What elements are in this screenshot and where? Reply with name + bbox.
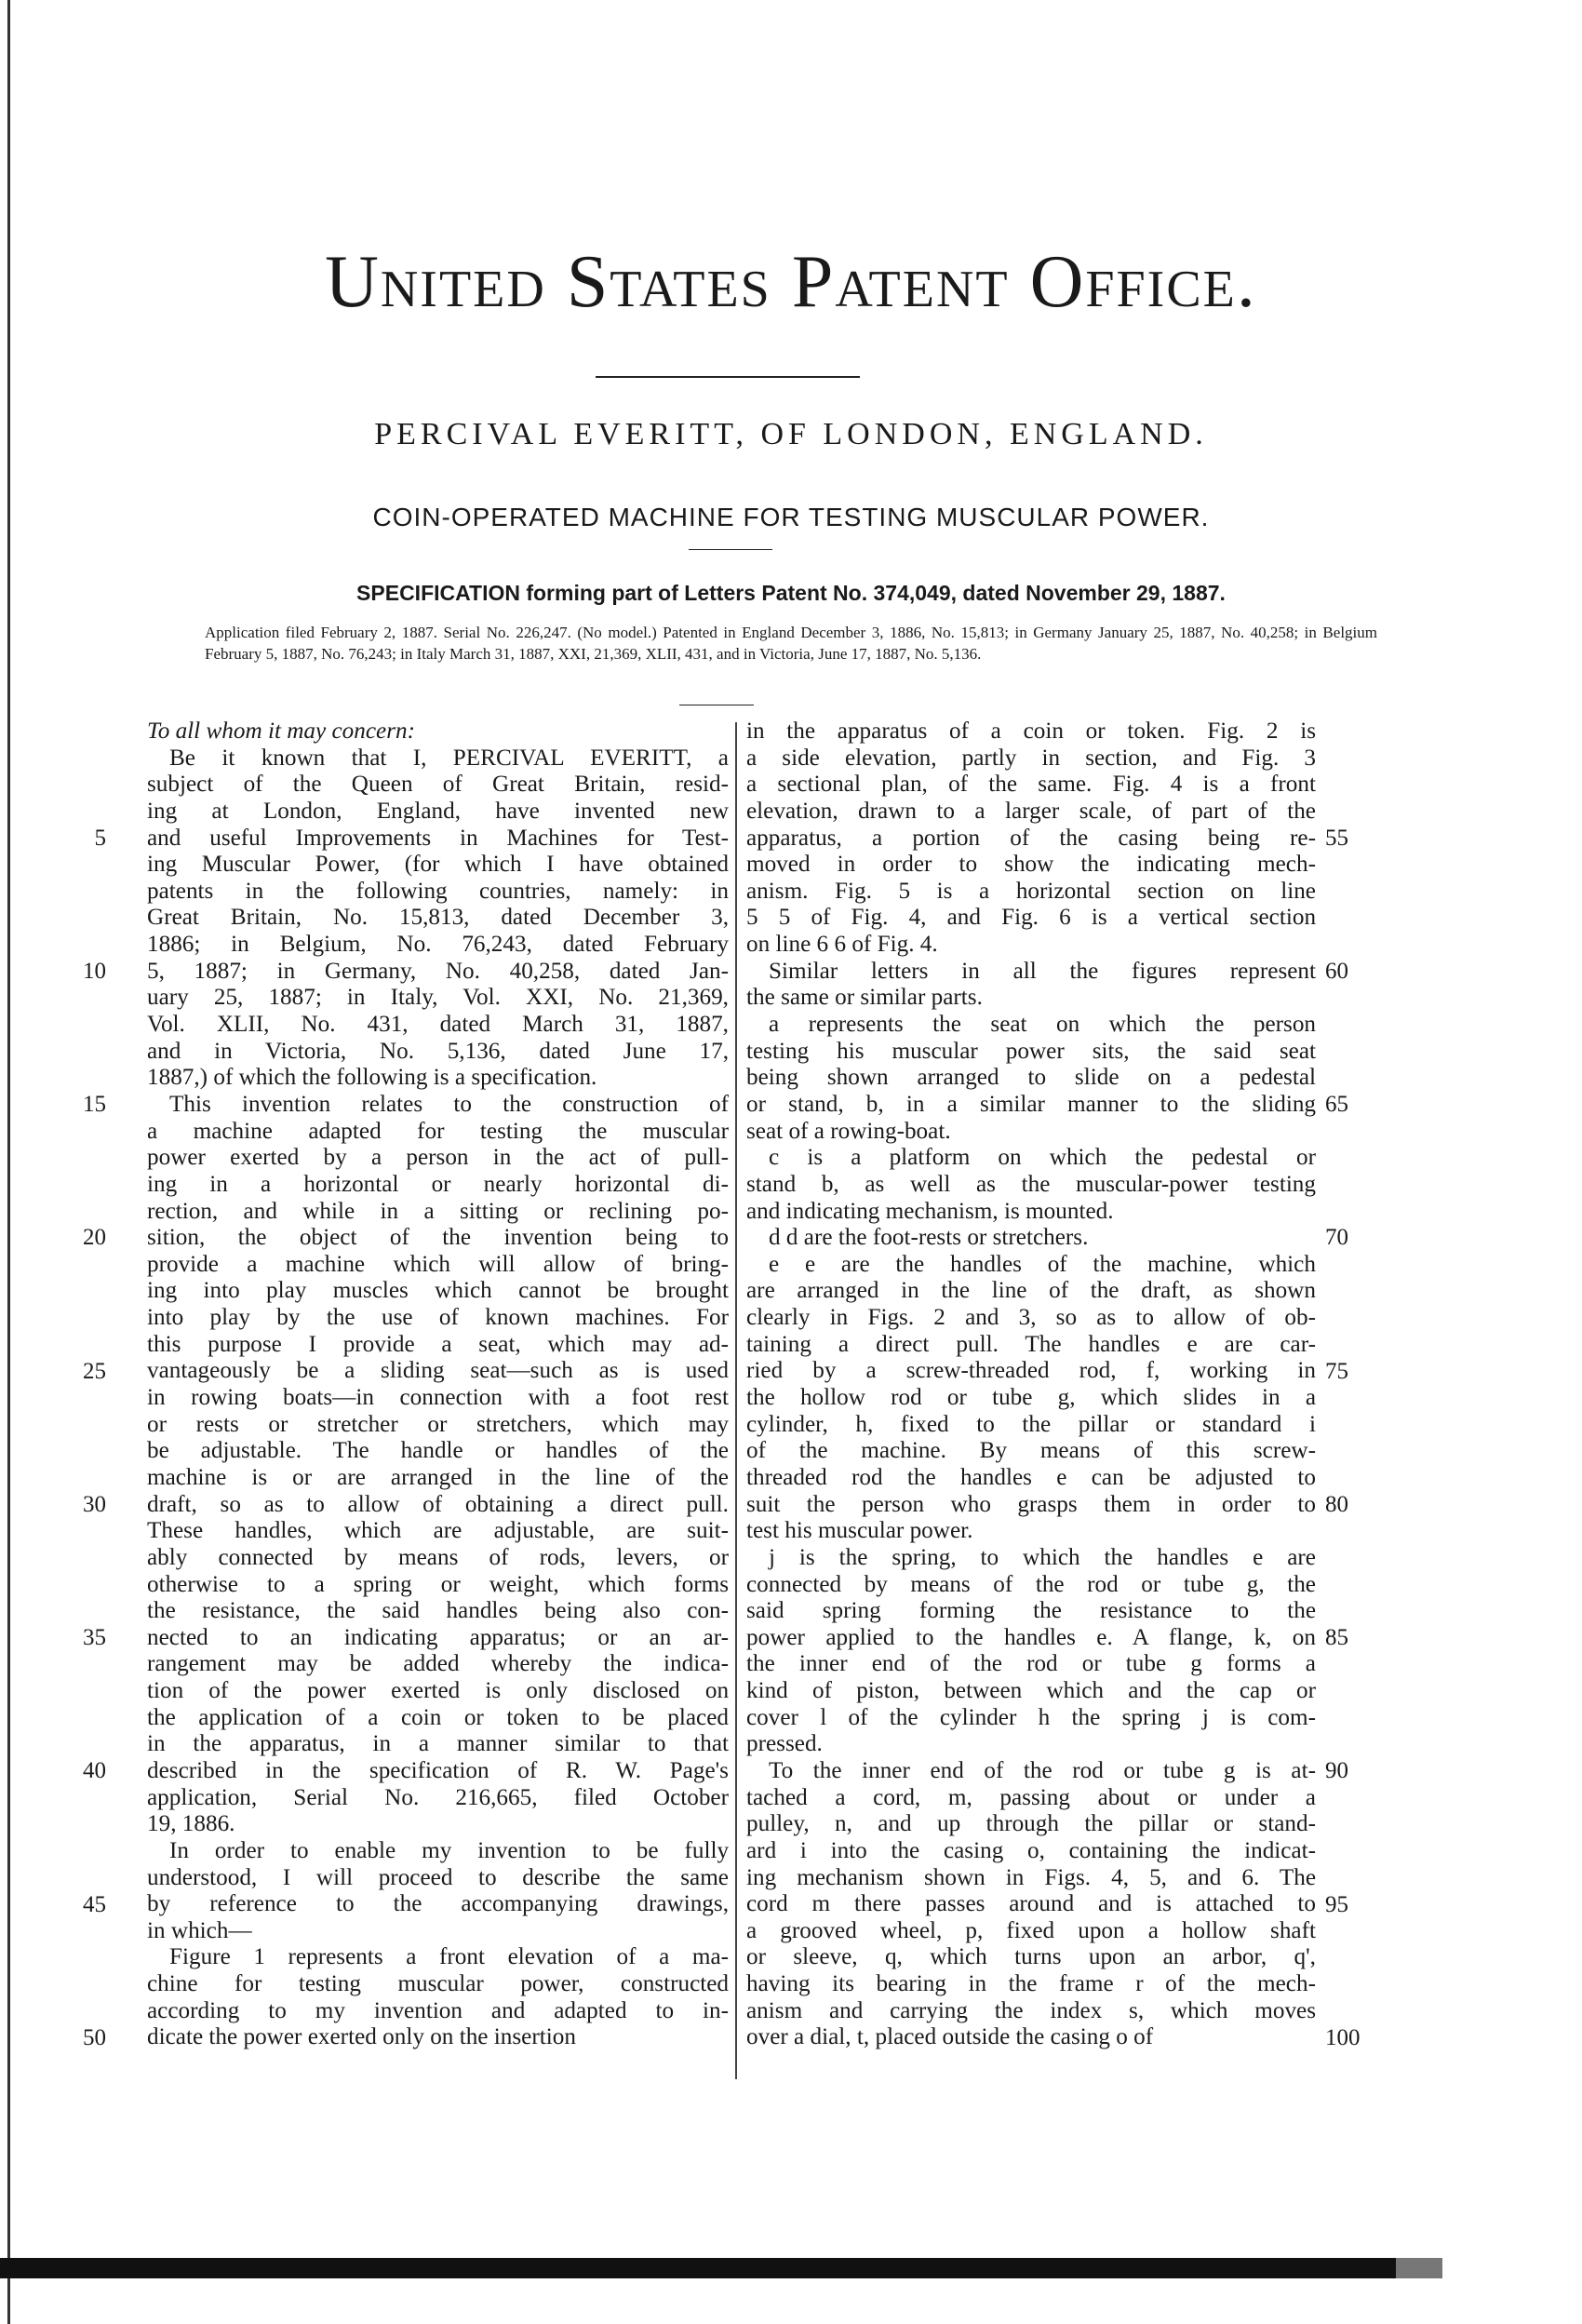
text-line: anism and carrying the index s, which moves: [746, 1997, 1317, 2023]
line-number: 75: [1325, 1358, 1348, 1384]
line-number: 15: [83, 1092, 106, 1118]
text-line: described in the specification of R. W. Page's: [147, 1757, 729, 1783]
text-line: or stand, b, in a similar manner to the sliding: [746, 1091, 1317, 1117]
text-line: in rowing boats—in connection with a foot rest: [147, 1385, 729, 1411]
text-line: moved in order to show the indicating mech-: [746, 852, 1316, 878]
line-number: 95: [1325, 1891, 1348, 1917]
text-line: cover l of the cylinder h the spring j is com-: [746, 1704, 1316, 1730]
text-line: by reference to the accompanying drawings,: [147, 1891, 729, 1917]
text-line: cylinder, h, fixed to the pillar or standard i: [746, 1411, 1316, 1437]
text-line: power applied to the handles e. A flange, k, on: [746, 1624, 1316, 1650]
text-line: the hollow rod or tube g, which slides in a: [746, 1385, 1317, 1411]
line-number: 50: [83, 2024, 106, 2050]
text-line: j is the spring, to which the handles e are: [769, 1544, 1316, 1570]
scan-bottom-bar-edge: [1396, 2258, 1442, 2278]
text-line: clearly in Figs. 2 and 3, so as to allow of ob-: [746, 1305, 1316, 1331]
text-line: ably connected by means of rods, levers, or: [147, 1544, 729, 1570]
text-line: the resistance, the said handles being also con-: [147, 1598, 729, 1624]
text-line: stand b, as well as the muscular-power testing: [746, 1171, 1316, 1197]
line-number: 5: [94, 825, 106, 851]
line-number: 10: [83, 958, 106, 984]
text-line: testing his muscular power sits, the said seat: [746, 1038, 1316, 1064]
text-line: power exerted by a person in the act of pull-: [147, 1145, 729, 1171]
office-title: United States Patent Office.: [325, 241, 1257, 323]
text-line: suit the person who grasps them in order to: [746, 1491, 1316, 1517]
line-number: 65: [1325, 1092, 1348, 1118]
text-line: vantageously be a sliding seat—such as is used: [147, 1358, 729, 1384]
text-line: Vol. XLII, No. 431, dated March 31, 1887,: [147, 1012, 729, 1038]
text-line: 1887,) of which the following is a specification.: [147, 1065, 597, 1091]
text-line: the application of a coin or token to be placed: [147, 1704, 729, 1730]
inventor-line: PERCIVAL EVERITT, OF LONDON, ENGLAND.: [374, 417, 1208, 451]
text-line: To all whom it may concern:: [147, 719, 416, 744]
text-line: Similar letters in all the figures represent: [769, 958, 1317, 984]
text-line: ard i into the casing o, containing the indicat-: [746, 1837, 1317, 1863]
text-line: kind of piston, between which and the cap or: [746, 1678, 1316, 1704]
text-line: a side elevation, partly in section, and Fig. 3: [746, 745, 1316, 771]
text-line: elevation, drawn to a larger scale, of part of the: [746, 798, 1316, 824]
text-line: and indicating mechanism, is mounted.: [746, 1198, 1114, 1224]
text-line: ing mechanism shown in Figs. 4, 5, and 6. The: [746, 1864, 1317, 1890]
line-number: 20: [83, 1225, 106, 1251]
text-line: being shown arranged to slide on a pedestal: [746, 1065, 1317, 1091]
text-line: 19, 1886.: [147, 1811, 235, 1837]
text-line: In order to enable my invention to be fully: [169, 1837, 730, 1863]
text-line: Be it known that I, PERCIVAL EVERITT, a: [169, 745, 729, 771]
text-line: dicate the power exerted only on the insertion: [147, 2024, 576, 2050]
text-line: a machine adapted for testing the muscular: [147, 1118, 730, 1144]
text-line: 5, 1887; in Germany, No. 40,258, dated Jan-: [147, 958, 729, 984]
text-line: connected by means of the rod or tube g, the: [746, 1571, 1316, 1597]
line-number: 80: [1325, 1491, 1348, 1517]
text-line: a represents the seat on which the person: [769, 1012, 1317, 1038]
text-line: 5 5 of Fig. 4, and Fig. 6 is a vertical section: [746, 905, 1317, 931]
application-details: Application filed February 2, 1887. Serial No. 226,247. (No model.) Patented in England December 3, 1886, No. 15,813; in Germany January 25, 1887, No. 40,258; in Belgium February 5, 1887, No. 76,243; in Italy March 31, 1887, XXI, 21,369, XLII, 431, and in Victoria, June 17, 1887, No. 5,136.: [205, 624, 1377, 663]
text-line: in which—: [147, 1917, 252, 1943]
line-number: 55: [1325, 825, 1348, 851]
specification-line: SPECIFICATION forming part of Letters Patent No. 374,049, dated November 29, 1887.: [356, 581, 1226, 605]
text-line: Figure 1 represents a front elevation of a ma-: [169, 1944, 730, 1970]
text-line: ing in a horizontal or nearly horizontal di-: [147, 1171, 729, 1197]
text-line: nected to an indicating apparatus; or an ar-: [147, 1624, 729, 1650]
line-number: 90: [1325, 1758, 1348, 1784]
text-line: having its bearing in the frame r of the mech-: [746, 1971, 1316, 1997]
text-line: anism. Fig. 5 is a horizontal section on line: [746, 878, 1316, 904]
text-line: apparatus, a portion of the casing being re-: [746, 825, 1316, 851]
line-number: 100: [1325, 2024, 1361, 2050]
text-line: ried by a screw-threaded rod, f, working in: [746, 1358, 1316, 1384]
header-rule: [596, 376, 860, 378]
text-line: e e are the handles of the machine, which: [769, 1251, 1316, 1277]
line-number: 70: [1325, 1225, 1348, 1251]
text-line: this purpose I provide a seat, which may ad-: [147, 1331, 729, 1357]
line-number: 40: [83, 1758, 106, 1784]
text-line: tached a cord, m, passing about or under a: [746, 1784, 1316, 1810]
text-line: or sleeve, q, which turns upon an arbor, q',: [746, 1944, 1316, 1970]
text-line: said spring forming the resistance to the: [746, 1598, 1317, 1624]
text-line: draft, so as to allow of obtaining a direct pull.: [147, 1491, 729, 1517]
text-line: ing into play muscles which cannot be brought: [147, 1278, 729, 1304]
text-line: ing at London, England, have invented new: [147, 798, 729, 824]
text-line: over a dial, t, placed outside the casing o of: [746, 2024, 1154, 2050]
column-divider: [735, 722, 737, 2079]
text-line: sition, the object of the invention being to: [147, 1225, 730, 1251]
text-line: uary 25, 1887; in Italy, Vol. XXI, No. 21,369,: [147, 985, 729, 1011]
text-line: in the apparatus of a coin or token. Fig. 2 is: [746, 719, 1316, 744]
text-line: d d are the foot-rests or stretchers.: [769, 1225, 1089, 1251]
text-line: subject of the Queen of Great Britain, resid-: [147, 772, 730, 798]
text-line: according to my invention and adapted to in-: [147, 1997, 729, 2023]
text-line: chine for testing muscular power, constructed: [147, 1971, 730, 1997]
text-line: be adjustable. The handle or handles of the: [147, 1438, 729, 1464]
text-line: ing Muscular Power, (for which I have obtained: [147, 852, 729, 878]
text-line: test his muscular power.: [746, 1518, 973, 1544]
text-line: pulley, n, and up through the pillar or stand-: [746, 1811, 1316, 1837]
text-line: rangement may be added whereby the indica-: [147, 1651, 729, 1677]
line-number: 60: [1325, 958, 1348, 984]
line-number: 85: [1325, 1625, 1348, 1651]
text-line: into play by the use of known machines. For: [147, 1305, 729, 1331]
text-line: or rests or stretcher or stretchers, which may: [147, 1411, 729, 1437]
line-number: 45: [83, 1891, 106, 1917]
text-line: in the apparatus, in a manner similar to that: [147, 1731, 729, 1757]
text-line: are arranged in the line of the draft, as shown: [746, 1278, 1316, 1304]
text-line: of the machine. By means of this screw-: [746, 1438, 1316, 1464]
text-line: otherwise to a spring or weight, which forms: [147, 1571, 729, 1597]
text-line: understood, I will proceed to describe the same: [147, 1864, 729, 1890]
text-line: machine is or are arranged in the line of the: [147, 1464, 729, 1490]
text-line: a sectional plan, of the same. Fig. 4 is a front: [746, 772, 1316, 798]
scan-bottom-bar: [0, 2258, 1396, 2278]
text-line: 1886; in Belgium, No. 76,243, dated February: [147, 932, 729, 958]
text-line: threaded rod the handles e can be adjusted to: [746, 1464, 1316, 1490]
text-line: and in Victoria, No. 5,136, dated June 17,: [147, 1038, 730, 1064]
text-line: application, Serial No. 216,665, filed October: [147, 1784, 730, 1810]
text-line: the inner end of the rod or tube g forms a: [746, 1651, 1316, 1677]
title-rule: [689, 549, 772, 550]
text-line: a grooved wheel, p, fixed upon a hollow shaft: [746, 1917, 1316, 1943]
text-line: and useful Improvements in Machines for Test-: [147, 825, 729, 851]
line-number: 35: [83, 1625, 106, 1651]
text-line: cord m there passes around and is attached to: [746, 1891, 1317, 1917]
text-line: pressed.: [746, 1731, 823, 1757]
text-line: seat of a rowing-boat.: [746, 1118, 951, 1144]
text-line: To the inner end of the rod or tube g is at-: [769, 1757, 1316, 1783]
text-line: provide a machine which will allow of bring-: [147, 1251, 730, 1277]
text-line: the same or similar parts.: [746, 985, 983, 1011]
scan-edge-line: [7, 0, 10, 2324]
text-line: patents in the following countries, namely: in: [147, 878, 729, 904]
text-line: rection, and while in a sitting or reclining po-: [147, 1198, 729, 1224]
text-line: Great Britain, No. 15,813, dated December 3,: [147, 905, 730, 931]
text-line: tion of the power exerted is only disclosed on: [147, 1678, 730, 1704]
text-line: on line 6 6 of Fig. 4.: [746, 932, 938, 958]
text-line: These handles, which are adjustable, are suit-: [147, 1518, 729, 1544]
line-number: 30: [83, 1491, 106, 1517]
text-line: c is a platform on which the pedestal or: [769, 1145, 1317, 1171]
text-line: This invention relates to the construction of: [169, 1091, 729, 1117]
text-line: taining a direct pull. The handles e are car-: [746, 1331, 1316, 1357]
invention-title: COIN-OPERATED MACHINE FOR TESTING MUSCULAR POWER.: [372, 503, 1210, 531]
line-number: 25: [83, 1358, 106, 1384]
left-text-column: [147, 719, 729, 2051]
right-text-column: [746, 719, 1316, 2051]
